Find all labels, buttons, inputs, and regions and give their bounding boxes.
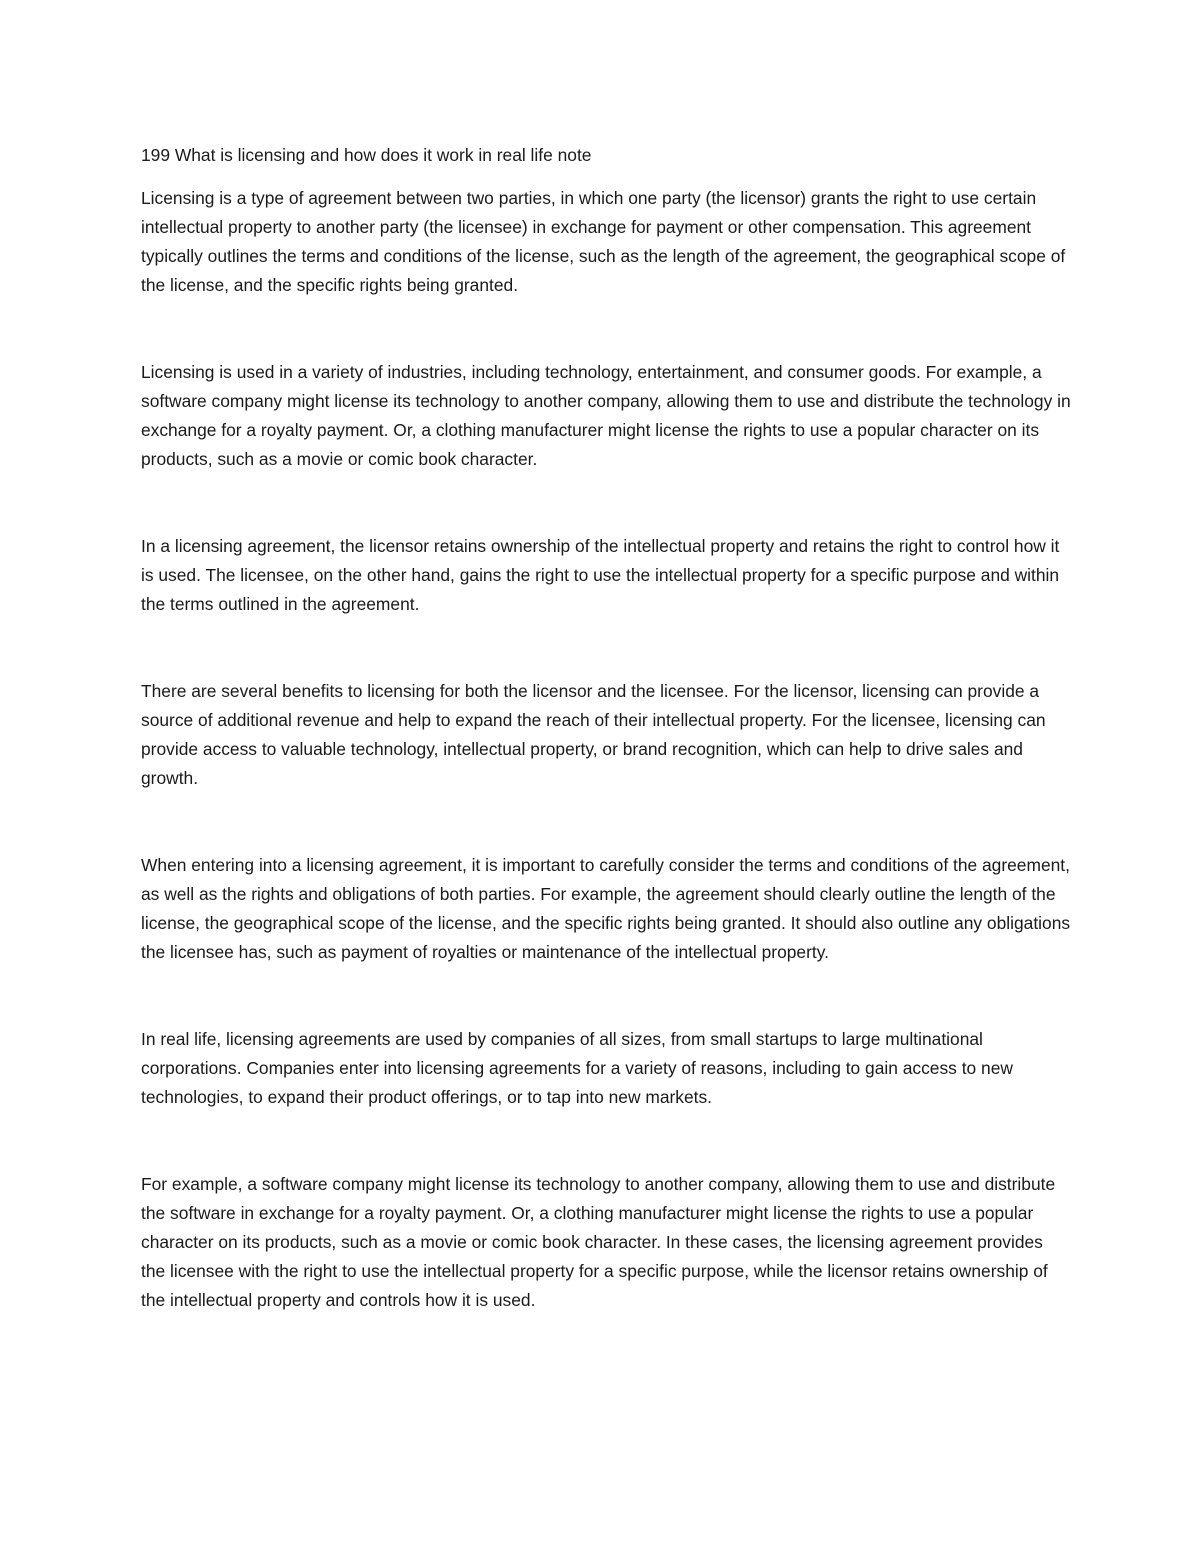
paragraph-1: Licensing is a type of agreement between two parties, in which one party (the licensor) grants the right to use certain intellectual property to another party (the licensee) in exchange for payment or other compensation. This agreement typically outlines the terms and conditions of the license, such as the length of the agreement, the geographical scope of the license, and the specific rights being granted. <box>141 188 1066 295</box>
document-body <box>141 141 1071 1373</box>
paragraph-6: In real life, licensing agreements are used by companies of all sizes, from small startups to large multinational corporations. Companies enter into licensing agreements for a variety of reasons, including to gain access to new technologies, to expand their product offerings, or to tap into new markets. <box>141 1029 1013 1107</box>
paragraph-2: Licensing is used in a variety of industries, including technology, entertainment, and consumer goods. For example, a software company might license its technology to another company, allowing them to use and distribute the technology in exchange for a royalty payment. Or, a clothing manufacturer might license the rights to use a popular character on its products, such as a movie or comic book character. <box>141 362 1071 469</box>
document-title: 199 What is licensing and how does it work in real life note <box>141 145 592 165</box>
paragraph-7: For example, a software company might license its technology to another company, allowing them to use and distribute the software in exchange for a royalty payment. Or, a clothing manufacturer might license the rights to use a popular character on its products, such as a movie or comic book character. In these cases, the licensing agreement provides the licensee with the right to use the intellectual property for a specific purpose, while the licensor retains ownership of the intellectual property and controls how it is used. <box>141 1174 1056 1310</box>
paragraph-3: In a licensing agreement, the licensor retains ownership of the intellectual property and retains the right to control how it is used. The licensee, on the other hand, gains the right to use the intellectual property for a specific purpose and within the terms outlined in the agreement. <box>141 536 1060 614</box>
paragraph-5: When entering into a licensing agreement, it is important to carefully consider the terms and conditions of the agreement, as well as the rights and obligations of both parties. For example, the agreement should clearly outline the length of the license, the geographical scope of the license, and the specific rights being granted. It should also outline any obligations the licensee has, such as payment of royalties or maintenance of the intellectual property. <box>141 855 1071 962</box>
paragraph-4: There are several benefits to licensing for both the licensor and the licensee. For the licensor, licensing can provide a source of additional revenue and help to expand the reach of their intellectual property. For the licensee, licensing can provide access to valuable technology, intellectual property, or brand recognition, which can help to drive sales and growth. <box>141 681 1046 788</box>
